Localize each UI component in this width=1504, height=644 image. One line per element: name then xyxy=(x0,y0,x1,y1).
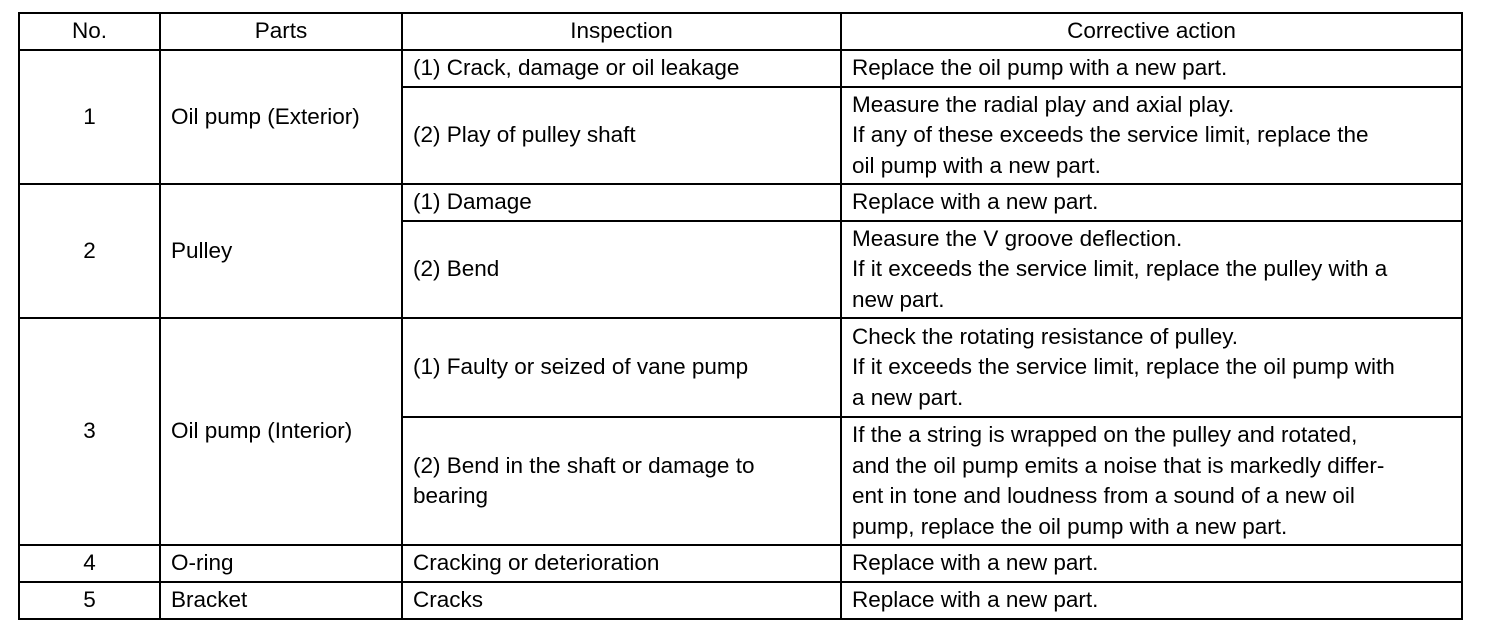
action-text: If the a string is wrapped on the pulley and rotated, xyxy=(852,422,1358,447)
inspection-cell xyxy=(402,318,841,417)
header-corrective-action: Corrective action xyxy=(841,13,1462,50)
action-text: ent in tone and loudness from a sound of a new oil xyxy=(852,483,1355,508)
header-parts: Parts xyxy=(160,13,402,50)
inspection-cell xyxy=(402,545,841,582)
inspection-text: Cracking or deterioration xyxy=(413,550,660,576)
part-name: O-ring xyxy=(160,545,402,582)
inspection-cell xyxy=(402,87,841,184)
action-text: pump, replace the oil pump with a new part. xyxy=(852,513,1288,539)
header-row xyxy=(19,13,1462,50)
action-cell xyxy=(841,545,1462,582)
action-cell xyxy=(841,582,1462,619)
row-number: 5 xyxy=(19,582,160,619)
action-text: Measure the V groove deflection. xyxy=(852,225,1183,251)
inspection-cell xyxy=(402,417,841,545)
action-text: Measure the radial play and axial play. xyxy=(852,91,1235,117)
action-text: Replace with a new part. xyxy=(852,587,1099,613)
inspection-text: Cracks xyxy=(413,587,484,613)
table-row xyxy=(19,545,1462,582)
inspection-cell xyxy=(402,50,841,87)
inspection-cell xyxy=(402,221,841,318)
action-text: new part. xyxy=(852,286,945,312)
inspection-text: (2) Bend in the shaft or damage to xyxy=(413,452,755,478)
action-text: If it exceeds the service limit, replace the oil pump with xyxy=(852,354,1395,380)
inspection-cell xyxy=(402,184,841,221)
row-number: 3 xyxy=(19,318,160,545)
action-text: a new part. xyxy=(852,384,964,410)
action-cell xyxy=(841,87,1462,184)
action-text: Check the rotating resistance of pulley. xyxy=(852,323,1239,349)
action-text: Replace with a new part. xyxy=(852,189,1099,215)
part-name: Pulley xyxy=(160,184,402,318)
inspection-text: (2) Play of pulley shaft xyxy=(413,122,636,148)
inspection-text: bearing xyxy=(413,483,489,508)
inspection-text: (1) Faulty or seized of vane pump xyxy=(413,354,749,380)
row-number: 2 xyxy=(19,184,160,318)
table-row xyxy=(19,318,1462,417)
header-no: No. xyxy=(19,13,160,50)
part-name: Oil pump (Exterior) xyxy=(160,50,402,184)
row-number: 4 xyxy=(19,545,160,582)
part-name: Bracket xyxy=(160,582,402,619)
action-cell xyxy=(841,184,1462,221)
action-text: Replace the oil pump with a new part. xyxy=(852,55,1228,81)
header-inspection: Inspection xyxy=(402,13,841,50)
action-cell xyxy=(841,50,1462,87)
action-cell xyxy=(841,318,1462,417)
table-row xyxy=(19,50,1462,87)
table-row xyxy=(19,184,1462,221)
inspection-table xyxy=(18,12,1463,620)
inspection-cell xyxy=(402,582,841,619)
inspection-text: (2) Bend xyxy=(413,256,500,282)
action-text: If any of these exceeds the service limit, replace the xyxy=(852,122,1369,148)
inspection-text: (1) Crack, damage or oil leakage xyxy=(413,55,740,81)
row-number: 1 xyxy=(19,50,160,184)
action-text: If it exceeds the service limit, replace the pulley with a xyxy=(852,256,1388,282)
action-text: oil pump with a new part. xyxy=(852,152,1101,178)
inspection-text: (1) Damage xyxy=(413,189,532,215)
table-row xyxy=(19,582,1462,619)
part-name: Oil pump (Interior) xyxy=(160,318,402,545)
action-cell xyxy=(841,417,1462,545)
action-cell xyxy=(841,221,1462,318)
action-text: Replace with a new part. xyxy=(852,550,1099,576)
action-text: and the oil pump emits a noise that is markedly differ- xyxy=(852,452,1385,478)
